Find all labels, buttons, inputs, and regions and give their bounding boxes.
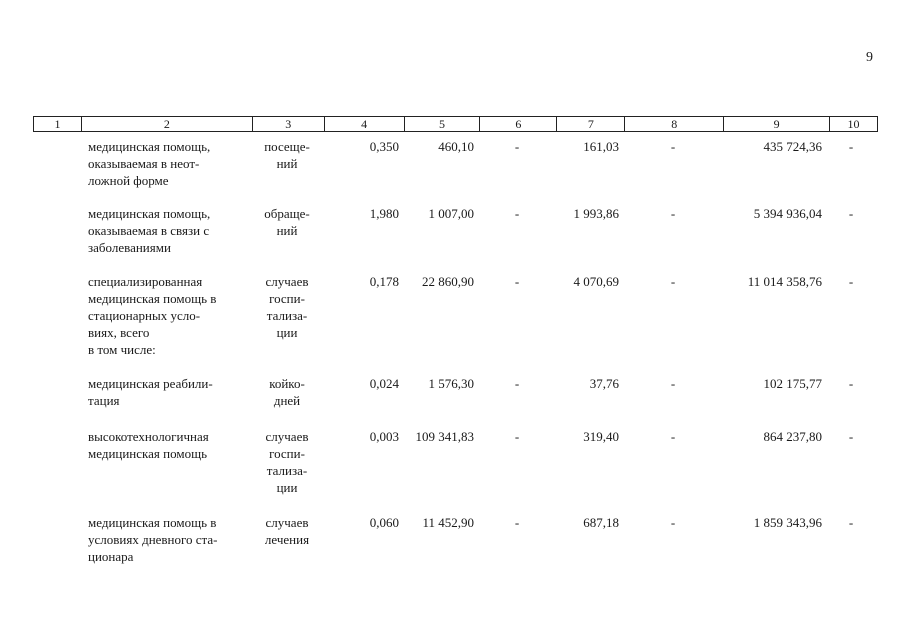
service-description-line: виях, всего (88, 325, 150, 340)
cell-col-10: - (848, 376, 854, 391)
cell-col-7: 1 993,86 (573, 206, 619, 221)
cell-col-6: - (514, 274, 520, 289)
cell-col-6: - (514, 515, 520, 530)
unit-of-measure (259, 138, 315, 172)
cell-col-8: - (670, 515, 676, 530)
service-description-line: медицинская помощь, (88, 206, 211, 221)
cell-col-7: 4 070,69 (573, 274, 619, 289)
cell-col-10: - (848, 139, 854, 154)
column-header-9: 9 (724, 117, 830, 131)
service-description (88, 138, 246, 189)
column-header-3: 3 (253, 117, 325, 131)
column-header-1: 1 (34, 117, 82, 131)
service-description (88, 205, 246, 256)
page-number: 9 (866, 50, 873, 65)
column-header-4: 4 (325, 117, 405, 131)
cell-col-5: 109 341,83 (415, 429, 474, 444)
service-description-line: специализированная (88, 274, 203, 289)
service-description-line: медицинская помощь в (88, 291, 217, 306)
unit-of-measure-line: случаев (265, 429, 309, 444)
cell-col-5: 1 007,00 (428, 206, 474, 221)
cell-col-5: 1 576,30 (428, 376, 474, 391)
cell-col-9: 102 175,77 (763, 376, 822, 391)
unit-of-measure-line: случаев (265, 274, 309, 289)
column-header-2: 2 (82, 117, 253, 131)
cell-col-10: - (848, 429, 854, 444)
unit-of-measure-line: госпи- (269, 446, 305, 461)
service-description-line: ционара (88, 549, 134, 564)
unit-of-measure-line: тализа- (266, 308, 308, 323)
cell-col-4: 1,980 (369, 206, 399, 221)
unit-of-measure-line: дней (273, 393, 301, 408)
unit-of-measure (259, 205, 315, 239)
cell-col-9: 435 724,36 (763, 139, 822, 154)
cell-col-6: - (514, 376, 520, 391)
cell-col-8: - (670, 376, 676, 391)
cell-col-5: 11 452,90 (422, 515, 474, 530)
cell-col-6: - (514, 139, 520, 154)
unit-of-measure-line: ний (276, 156, 298, 171)
unit-of-measure (259, 273, 315, 341)
service-description (88, 514, 246, 565)
cell-col-6: - (514, 429, 520, 444)
column-header-5: 5 (405, 117, 481, 131)
cell-col-7: 319,40 (583, 429, 619, 444)
unit-of-measure (259, 514, 315, 548)
column-header-10: 10 (830, 117, 878, 131)
cell-col-9: 864 237,80 (763, 429, 822, 444)
service-description-line: стационарных усло- (88, 308, 201, 323)
unit-of-measure (259, 428, 315, 496)
service-description-line: в том числе: (88, 342, 156, 357)
column-header-8: 8 (625, 117, 724, 131)
cell-col-9: 1 859 343,96 (753, 515, 822, 530)
cell-col-7: 687,18 (583, 515, 619, 530)
cell-col-8: - (670, 274, 676, 289)
cell-col-10: - (848, 515, 854, 530)
unit-of-measure-line: госпи- (269, 291, 305, 306)
service-description-line: медицинская реабили- (88, 376, 213, 391)
cell-col-5: 22 860,90 (422, 274, 474, 289)
unit-of-measure-line: посеще- (264, 139, 310, 154)
cell-col-8: - (670, 206, 676, 221)
cell-col-4: 0,350 (369, 139, 399, 154)
service-description (88, 375, 246, 409)
cell-col-7: 161,03 (583, 139, 619, 154)
service-description-line: оказываемая в связи с (88, 223, 210, 238)
service-description-line: тация (88, 393, 120, 408)
service-description-line: заболеваниями (88, 240, 171, 255)
column-header-7: 7 (557, 117, 625, 131)
unit-of-measure-line: обраще- (264, 206, 310, 221)
service-description-line: ложной форме (88, 173, 169, 188)
cell-col-4: 0,003 (369, 429, 399, 444)
cell-col-7: 37,76 (589, 376, 619, 391)
column-header-row (33, 116, 878, 132)
service-description (88, 428, 246, 462)
service-description (88, 273, 246, 358)
cell-col-10: - (848, 206, 854, 221)
cell-col-4: 0,060 (369, 515, 399, 530)
unit-of-measure (259, 375, 315, 409)
unit-of-measure-line: койко- (269, 376, 305, 391)
service-description-line: условиях дневного ста- (88, 532, 218, 547)
unit-of-measure-line: ции (276, 480, 298, 495)
column-header-6: 6 (480, 117, 557, 131)
service-description-line: высокотехнологичная (88, 429, 209, 444)
service-description-line: медицинская помощь, (88, 139, 211, 154)
cell-col-8: - (670, 429, 676, 444)
service-description-line: медицинская помощь в (88, 515, 217, 530)
cell-col-4: 0,024 (369, 376, 399, 391)
service-description-line: оказываемая в неот- (88, 156, 200, 171)
cell-col-4: 0,178 (369, 274, 399, 289)
cell-col-5: 460,10 (438, 139, 474, 154)
unit-of-measure-line: тализа- (266, 463, 308, 478)
cell-col-10: - (848, 274, 854, 289)
unit-of-measure-line: лечения (264, 532, 310, 547)
unit-of-measure-line: случаев (265, 515, 309, 530)
cell-col-6: - (514, 206, 520, 221)
unit-of-measure-line: ний (276, 223, 298, 238)
unit-of-measure-line: ции (276, 325, 298, 340)
service-description-line: медицинская помощь (88, 446, 208, 461)
cell-col-9: 5 394 936,04 (753, 206, 822, 221)
cell-col-8: - (670, 139, 676, 154)
cell-col-9: 11 014 358,76 (747, 274, 822, 289)
